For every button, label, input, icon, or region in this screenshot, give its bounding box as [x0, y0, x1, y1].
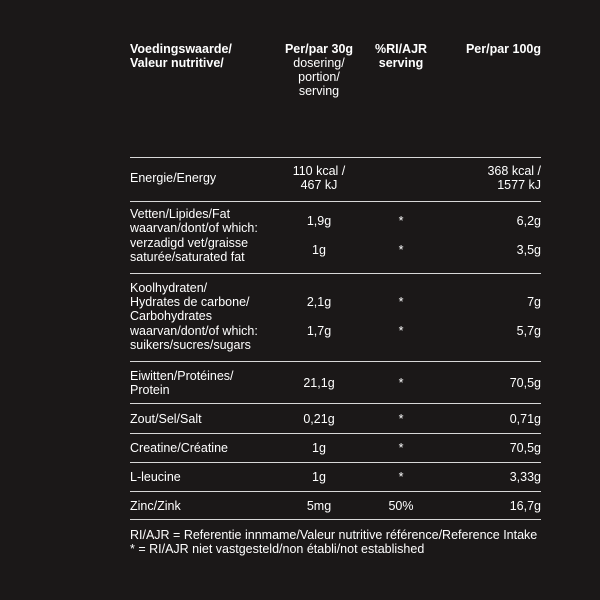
nutrient-name: Vetten/Lipides/Fat waarvan/dont/of which: [130, 207, 258, 235]
value-per-30g: 5mg [306, 499, 332, 513]
divider [130, 273, 541, 274]
value-per-30g: 1,7g [306, 324, 332, 338]
nutrient-name: Zout/Sel/Salt [130, 412, 202, 426]
value-per-30g: 1,9g [306, 214, 332, 228]
nutrient-name: Creatine/Créatine [130, 441, 228, 455]
value-ri: * [398, 470, 404, 484]
value-per-100g: 16,7g [509, 499, 541, 513]
value-per-100g: 3,33g [509, 470, 541, 484]
value-ri: * [398, 324, 404, 338]
value-ri: * [398, 376, 404, 390]
value-ri: * [398, 441, 404, 455]
value-ri: * [398, 295, 404, 309]
nutrient-name: Eiwitten/Protéines/ Protein [130, 369, 234, 397]
divider [130, 403, 541, 404]
divider [130, 361, 541, 362]
value-per-100g: 7g [527, 295, 541, 309]
divider [130, 433, 541, 434]
value-per-100g: 70,5g [509, 441, 541, 455]
divider [130, 157, 541, 158]
nutrient-name: Energie/Energy [130, 171, 217, 185]
value-per-30g: 1g [312, 243, 326, 257]
divider [130, 462, 541, 463]
value-per-30g: 21,1g [303, 376, 335, 390]
header-per-30g: Per/par 30g dosering/ portion/ serving [284, 42, 354, 98]
header-ri: %RI/AJR serving [374, 42, 428, 70]
nutrient-name: verzadigd vet/graisse saturée/saturated fat [130, 236, 249, 264]
footnote-ri: RI/AJR = Referentie innmame/Valeur nutritive référence/Reference Intake [130, 528, 538, 542]
value-per-100g: 6,2g [516, 214, 541, 228]
value-ri: 50% [388, 499, 414, 513]
nutrient-name: Zinc/Zink [130, 499, 181, 513]
header-nutrient: Voedingswaarde/ Valeur nutritive/ [130, 42, 232, 70]
value-per-30g: 1g [312, 470, 326, 484]
nutrient-name: Koolhydraten/ Hydrates de carbone/ Carbohydrates [130, 281, 250, 323]
value-per-100g: 5,7g [516, 324, 541, 338]
divider [130, 201, 541, 202]
value-per-100g: 0,71g [509, 412, 541, 426]
nutrient-name: L-leucine [130, 470, 181, 484]
value-ri: * [398, 243, 404, 257]
value-per-100g: 368 kcal / 1577 kJ [487, 164, 541, 192]
divider [130, 491, 541, 492]
value-ri: * [398, 412, 404, 426]
value-per-30g: 110 kcal / 467 kJ [292, 164, 346, 192]
header-per-100g: Per/par 100g [465, 42, 541, 56]
value-per-30g: 0,21g [303, 412, 335, 426]
footnotes [130, 528, 550, 556]
value-ri: * [398, 214, 404, 228]
value-per-30g: 1g [312, 441, 326, 455]
nutrient-name: waarvan/dont/of which: suikers/sucres/sugars [130, 324, 258, 352]
divider [130, 519, 541, 520]
footnote-asterisk: * = RI/AJR niet vastgesteld/non établi/not established [130, 542, 425, 556]
value-per-100g: 3,5g [516, 243, 541, 257]
value-per-30g: 2,1g [306, 295, 332, 309]
value-per-100g: 70,5g [509, 376, 541, 390]
